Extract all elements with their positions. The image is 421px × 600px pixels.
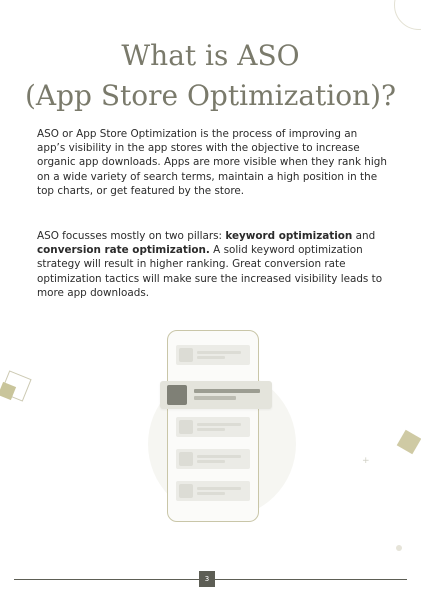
keyword-optimization-bold: keyword optimization bbox=[225, 230, 353, 242]
app-store-list-icon bbox=[167, 330, 259, 522]
list-item bbox=[176, 449, 250, 469]
pillars-text-1: ASO focusses mostly on two pillars: bbox=[37, 230, 226, 242]
intro-paragraph: ASO or App Store Optimization is the process of improving an app’s visibility in the app stores with the objective to increase organic app downloads. Apps are more visible when they rank high on a wide variety of search terms, maintain a high position in the top charts, or get featured by the store. bbox=[37, 128, 387, 197]
list-item bbox=[176, 417, 250, 437]
featured-app-card bbox=[160, 381, 272, 409]
pillars-text-3: A solid keyword optimization strategy will result in higher ranking. Great conversion rate optimization tactics will make sure the increased visibility leads to more app downloads. bbox=[37, 244, 383, 299]
decorative-circle bbox=[394, 0, 421, 30]
list-item bbox=[176, 345, 250, 365]
page-number: 3 bbox=[199, 571, 215, 587]
pillars-paragraph bbox=[37, 229, 387, 300]
decorative-plus-icon: + bbox=[362, 456, 370, 466]
title-line-2: (App Store Optimization)? bbox=[24, 79, 397, 112]
title-line-1: What is ASO bbox=[121, 39, 300, 72]
pillars-text-2: and bbox=[352, 230, 376, 242]
page-title bbox=[0, 36, 421, 116]
app-icon bbox=[167, 385, 187, 405]
decorative-dot bbox=[396, 545, 402, 551]
conversion-rate-optimization-bold: conversion rate optimization. bbox=[37, 244, 210, 257]
decorative-diamond bbox=[397, 430, 421, 455]
list-item bbox=[176, 481, 250, 501]
